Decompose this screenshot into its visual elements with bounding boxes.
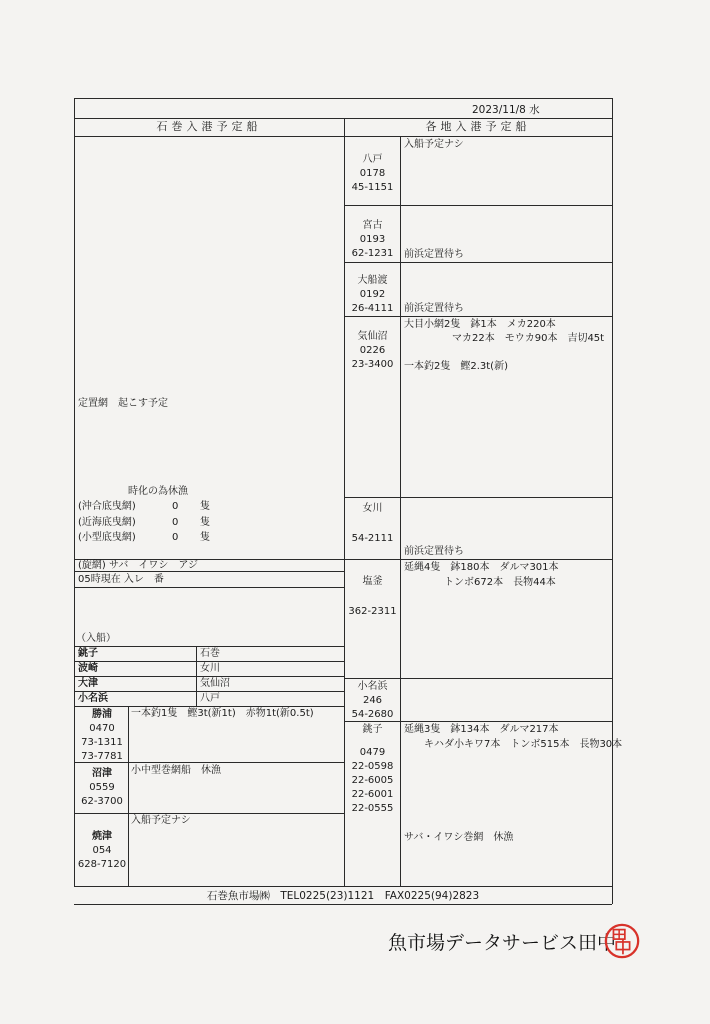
nyusen-label: （入船）: [76, 633, 116, 644]
numazu-code: 0559: [89, 782, 115, 793]
choshi-info-2: キハダ小キワ7本 トンボ515本 長物30本: [424, 739, 623, 750]
date-row-line: [74, 118, 612, 119]
right-row-line-1: [344, 205, 612, 206]
report-date: 2023/11/8 水: [472, 104, 540, 116]
kesennuma-info-3: 一本釣2隻 鰹2.3t(新): [404, 361, 508, 372]
left-row-line-8: [74, 706, 344, 707]
yaizu-name: 焼津: [92, 831, 112, 842]
net-name-3: (小型底曳網): [78, 532, 136, 543]
katsuura-code: 0470: [89, 723, 115, 734]
miyako-name: 宮古: [362, 220, 383, 231]
port-to-3: 気仙沼: [200, 678, 230, 689]
choshi-info-3: サバ・イワシ巻網 休漁: [404, 832, 514, 843]
katsuura-name: 勝浦: [92, 709, 112, 720]
hachinohe-name: 八戸: [362, 154, 383, 165]
right-row-line-2: [344, 262, 612, 263]
hachinohe-contact: [345, 153, 400, 195]
ishinomaki-header: 石巻入港予定船: [156, 120, 262, 133]
left-row-line-5: [74, 661, 344, 662]
teichi-note: 定置網 起こす予定: [78, 398, 168, 409]
yaizu-contact: [76, 830, 128, 872]
onahama-contact: [345, 680, 400, 722]
left-row-line-7: [74, 691, 344, 692]
onahama-code: 246: [362, 695, 383, 706]
regional-header: 各地入港予定船: [425, 120, 531, 133]
right-row-line-6: [344, 678, 612, 679]
net-name-2: (近海底曳網): [78, 517, 136, 528]
onagawa-tel: 54-2111: [351, 533, 394, 544]
right-row-line-3: [344, 316, 612, 317]
yaizu-code: 054: [92, 845, 112, 856]
ofunato-name: 大船渡: [357, 275, 388, 286]
makiami-row: (旋網) サバ イワシ アジ: [78, 560, 198, 571]
footer-contact: 石巻魚市場㈱ TEL0225(23)1121 FAX0225(94)2823: [206, 890, 480, 902]
left-row-line-3: [74, 587, 344, 588]
onagawa-name: 女川: [362, 503, 383, 514]
numazu-tel: 62-3700: [81, 796, 123, 807]
numazu-contact: [76, 767, 128, 809]
net-unit-3: 隻: [200, 532, 210, 543]
hachinohe-info: 入船予定ナシ: [404, 139, 464, 150]
katsuura-tel-2: 73-7781: [81, 751, 123, 762]
left-row-line-10: [74, 813, 344, 814]
kesennuma-info-1: 大目小網2隻 鉢1本 メカ220本: [404, 319, 556, 330]
ofunato-code: 0192: [359, 289, 386, 300]
left-row-line-4: [74, 646, 344, 647]
choshi-code: 0479: [359, 747, 386, 758]
port-from-2: 波崎: [78, 663, 98, 674]
kesennuma-info-2: マカ22本 モウカ90本 吉切45t: [452, 333, 605, 344]
miyako-code: 0193: [359, 234, 386, 245]
lower-left-sub-divider: [128, 706, 129, 886]
yaizu-tel: 628-7120: [77, 859, 127, 870]
hachinohe-tel: 45-1151: [351, 182, 394, 193]
right-row-line-5: [344, 559, 612, 560]
numazu-info: 小中型巻網船 休漁: [131, 765, 221, 776]
ofunato-info: 前浜定置待ち: [404, 303, 464, 314]
onahama-tel: 54-2680: [351, 709, 394, 720]
net-count-2: 0: [172, 517, 179, 528]
left-row-line-6: [74, 676, 344, 677]
frame-bottom-line: [74, 886, 612, 887]
port-from-3: 大津: [78, 678, 98, 689]
miyako-tel: 62-1231: [351, 248, 394, 259]
port-table-divider: [196, 646, 197, 706]
header-row-line: [74, 136, 612, 137]
port-to-2: 女川: [200, 663, 220, 674]
kesennuma-name: 気仙沼: [357, 331, 388, 342]
choshi-name: 銚子: [362, 724, 383, 735]
net-unit-2: 隻: [200, 517, 210, 528]
choshi-tel-1: 22-0598: [351, 761, 394, 772]
jika-note: 時化の為休漁: [128, 486, 188, 497]
seal-stamp-icon: [603, 922, 641, 960]
shiogama-name: 塩釜: [362, 576, 383, 587]
shiogama-info-2: トンボ672本 長物44本: [444, 577, 556, 588]
port-to-1: 石巻: [200, 648, 220, 659]
shiogama-tel: 362-2311: [348, 606, 397, 617]
hachinohe-code: 0178: [359, 168, 386, 179]
port-from-1: 銚子: [78, 648, 98, 659]
miyako-contact: [345, 219, 400, 261]
katsuura-tel-1: 73-1311: [81, 737, 123, 748]
ofunato-tel: 26-4111: [351, 303, 394, 314]
numazu-name: 沼津: [92, 768, 112, 779]
frame-right-line: [612, 98, 613, 904]
kesennuma-tel: 23-3400: [351, 359, 394, 370]
katsuura-contact: [76, 708, 128, 764]
handwritten-signature: 魚市場データサービス田中: [388, 932, 617, 954]
net-count-3: 0: [172, 532, 179, 543]
kesennuma-contact: [345, 330, 400, 372]
net-name-1: (沖合底曳網): [78, 501, 136, 512]
footer-bottom-line: [74, 904, 612, 905]
frame-top-line: [74, 98, 612, 99]
kesennuma-code: 0226: [359, 345, 386, 356]
choshi-tel-3: 22-6001: [351, 789, 394, 800]
right-row-line-4: [344, 497, 612, 498]
port-from-4: 小名浜: [78, 693, 108, 704]
choshi-tel-2: 22-6005: [351, 775, 394, 786]
ofunato-contact: [345, 274, 400, 316]
onagawa-info: 前浜定置待ち: [404, 546, 464, 557]
miyako-info: 前浜定置待ち: [404, 249, 464, 260]
choshi-info-1: 延縄3隻 鉢134本 ダルマ217本: [404, 724, 559, 735]
genzai-row: 05時現在 入レ 番: [78, 574, 164, 585]
katsuura-info: 一本釣1隻 鰹3t(新1t) 赤物1t(新0.5t): [131, 708, 314, 719]
choshi-tel-4: 22-0555: [351, 803, 394, 814]
yaizu-info: 入船予定ナシ: [131, 815, 191, 826]
right-sub-divider: [400, 136, 401, 886]
shiogama-info-1: 延縄4隻 鉢180本 ダルマ301本: [404, 562, 559, 573]
choshi-phones: [345, 746, 400, 816]
frame-left-line: [74, 98, 75, 886]
onahama-name: 小名浜: [357, 681, 388, 692]
port-to-4: 八戸: [200, 693, 220, 704]
net-unit-1: 隻: [200, 501, 210, 512]
net-count-1: 0: [172, 501, 179, 512]
